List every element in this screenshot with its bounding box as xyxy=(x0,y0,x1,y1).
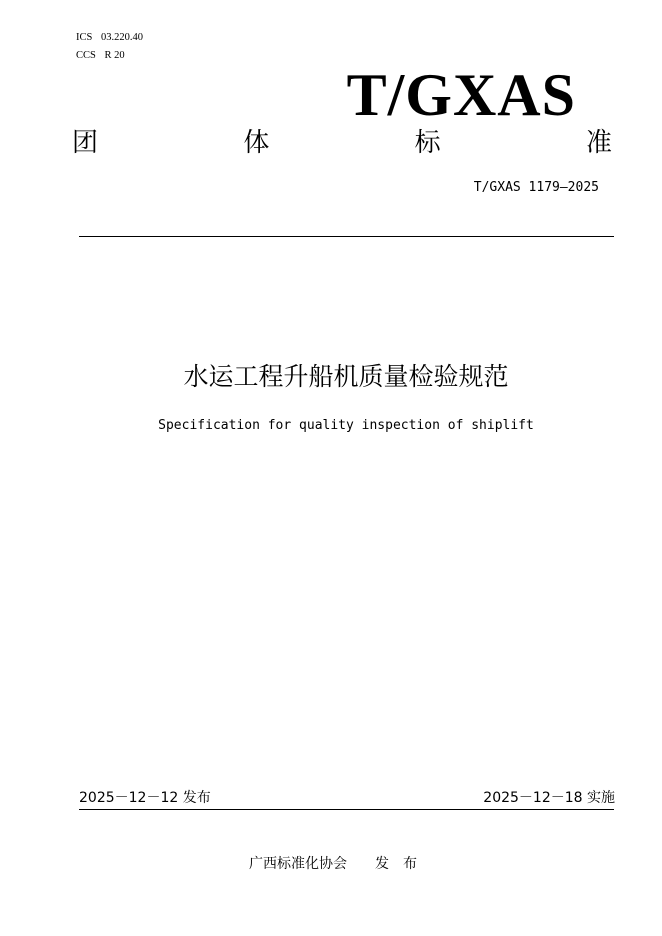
ics-label: ICS xyxy=(76,32,93,43)
publisher-name: 广西标准化协会 xyxy=(249,856,347,872)
header-divider xyxy=(79,236,614,237)
publish-action: 发布 xyxy=(375,856,431,872)
standard-type-char: 标 xyxy=(414,128,441,158)
footer-divider xyxy=(79,809,614,810)
release-date: 2025－12－12 发布 xyxy=(79,790,211,806)
standard-type-char: 体 xyxy=(243,128,270,158)
standard-type xyxy=(72,126,612,160)
standard-type-char: 团 xyxy=(72,128,99,158)
standard-number: T/GXAS 1179—2025 xyxy=(473,180,599,195)
implementation-date: 2025－12－18 实施 xyxy=(483,790,615,806)
ccs-code xyxy=(76,50,125,62)
ics-code xyxy=(76,32,143,44)
document-title-english: Specification for quality inspection of shiplift xyxy=(158,418,534,433)
standard-logo: T/GXAS xyxy=(346,62,576,128)
ics-value: 03.220.40 xyxy=(100,32,143,43)
publisher xyxy=(249,855,431,873)
standard-type-char: 准 xyxy=(585,128,612,158)
document-title-chinese: 水运工程升船机质量检验规范 xyxy=(183,362,509,391)
ccs-value: R 20 xyxy=(104,50,125,61)
ccs-label: CCS xyxy=(76,50,96,61)
